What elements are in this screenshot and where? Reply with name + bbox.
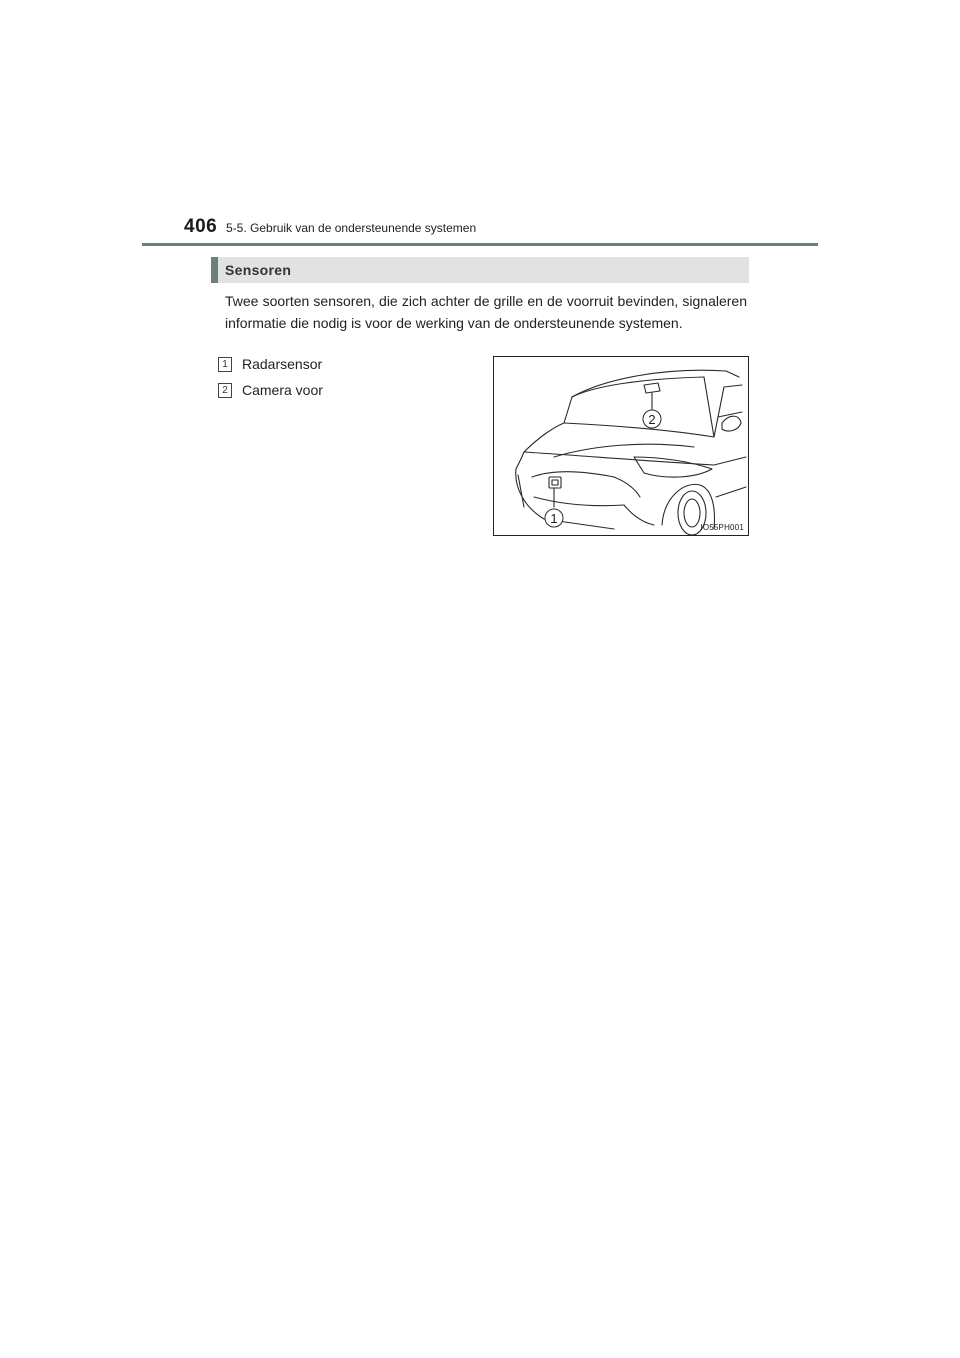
legend-number-badge: 1 [218, 357, 232, 372]
car-sensor-illustration [493, 356, 749, 536]
figure-code: IO55PH001 [700, 523, 744, 532]
section-body-text: Twee soorten sensoren, die zich achter de grille en de voorruit bevinden, signaleren informatie die nodig is voor de werking van de ondersteunende systemen. [225, 293, 747, 331]
section-title: Sensoren [225, 262, 292, 278]
car-line-drawing [494, 357, 749, 536]
section-header [211, 257, 749, 283]
callout-2: 2 [648, 412, 656, 427]
legend-number-badge: 2 [218, 383, 232, 398]
page-number: 406 [184, 216, 218, 237]
callout-1: 1 [550, 511, 558, 526]
chapter-title: 5-5. Gebruik van de ondersteunende systemen [226, 221, 477, 235]
legend-label: Camera voor [242, 382, 323, 398]
legend-label: Radarsensor [242, 356, 323, 372]
header-divider [142, 243, 818, 246]
section-accent-bar [211, 257, 218, 283]
